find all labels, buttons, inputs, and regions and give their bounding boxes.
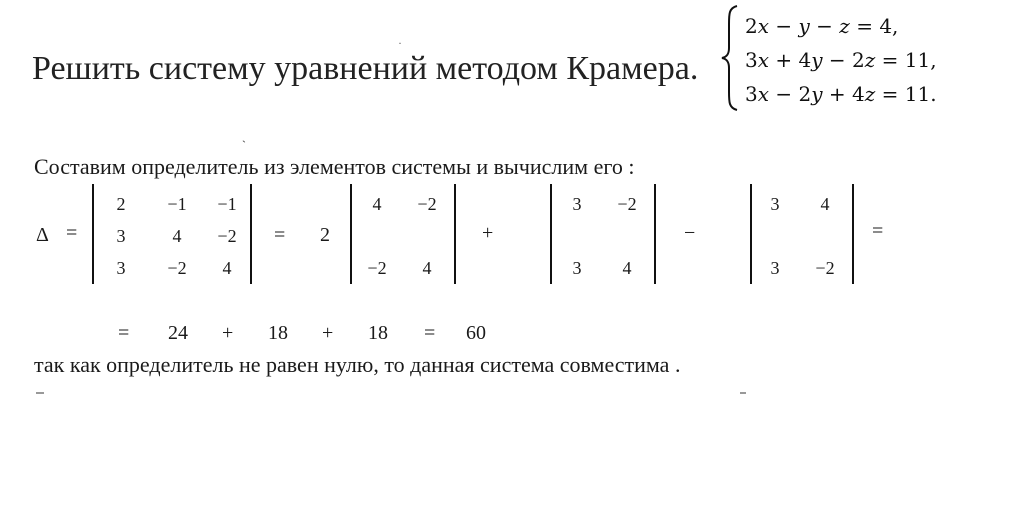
- matrix-cell: −1: [217, 194, 237, 214]
- problem-title: Решить систему уравнений методом Крамера.: [32, 50, 699, 87]
- equals-sign: =: [274, 224, 286, 246]
- matrix-cell: 3: [116, 226, 126, 246]
- minor2-bar-left: [550, 184, 552, 284]
- equation-1: 2x − y − z = 4,: [745, 14, 899, 38]
- minus-sign: −: [684, 222, 696, 244]
- matrix-cell: 4: [222, 258, 232, 278]
- matrix-cell: −2: [167, 258, 187, 278]
- determinant-bar-left: [92, 184, 94, 284]
- matrix-cell: 4: [172, 226, 182, 246]
- cutoff-mark: [740, 392, 746, 394]
- stray-mark: ·: [398, 36, 402, 50]
- minor2-cell: 4: [622, 258, 632, 278]
- matrix-cell: −2: [217, 226, 237, 246]
- minor3-cell: −2: [815, 258, 835, 278]
- minor1-bar-left: [350, 184, 352, 284]
- matrix-cell: −1: [167, 194, 187, 214]
- result-value: 60: [466, 322, 486, 344]
- plus-sign: +: [482, 222, 494, 244]
- equals-sign: =: [872, 220, 884, 242]
- equation-3: 3x − 2y + 4z = 11.: [745, 82, 937, 106]
- result-term: 18: [368, 322, 388, 344]
- equals-sign: =: [66, 222, 78, 244]
- equation-2: 3x + 4y − 2z = 11,: [745, 48, 937, 72]
- minor1-cell: −2: [367, 258, 387, 278]
- minor3-bar-right: [852, 184, 854, 284]
- minor3-cell: 3: [770, 194, 780, 214]
- result-term: 18: [268, 322, 288, 344]
- left-brace: [721, 4, 739, 112]
- intro-text: Составим определитель из элементов системы и вычислим его :: [34, 154, 635, 179]
- minor2-cell: −2: [617, 194, 637, 214]
- result-plus: +: [322, 322, 334, 344]
- coefficient: 2: [320, 224, 330, 246]
- minor3-bar-left: [750, 184, 752, 284]
- minor2-cell: 3: [572, 258, 582, 278]
- result-term: 24: [168, 322, 188, 344]
- delta-symbol: Δ: [36, 224, 49, 246]
- matrix-cell: 3: [116, 258, 126, 278]
- minor2-bar-right: [654, 184, 656, 284]
- minor3-cell: 3: [770, 258, 780, 278]
- minor1-cell: −2: [417, 194, 437, 214]
- minor1-bar-right: [454, 184, 456, 284]
- conclusion-text: так как определитель не равен нулю, то данная система совместима .: [34, 352, 681, 377]
- result-equals: =: [424, 322, 436, 344]
- result-plus: +: [222, 322, 234, 344]
- matrix-cell: 2: [116, 194, 126, 214]
- determinant-bar-right: [250, 184, 252, 284]
- minor1-cell: 4: [422, 258, 432, 278]
- minor1-cell: 4: [372, 194, 382, 214]
- cutoff-mark: [36, 392, 44, 394]
- stray-mark: ˋ: [242, 138, 246, 152]
- minor2-cell: 3: [572, 194, 582, 214]
- result-equals: =: [118, 322, 130, 344]
- minor3-cell: 4: [820, 194, 830, 214]
